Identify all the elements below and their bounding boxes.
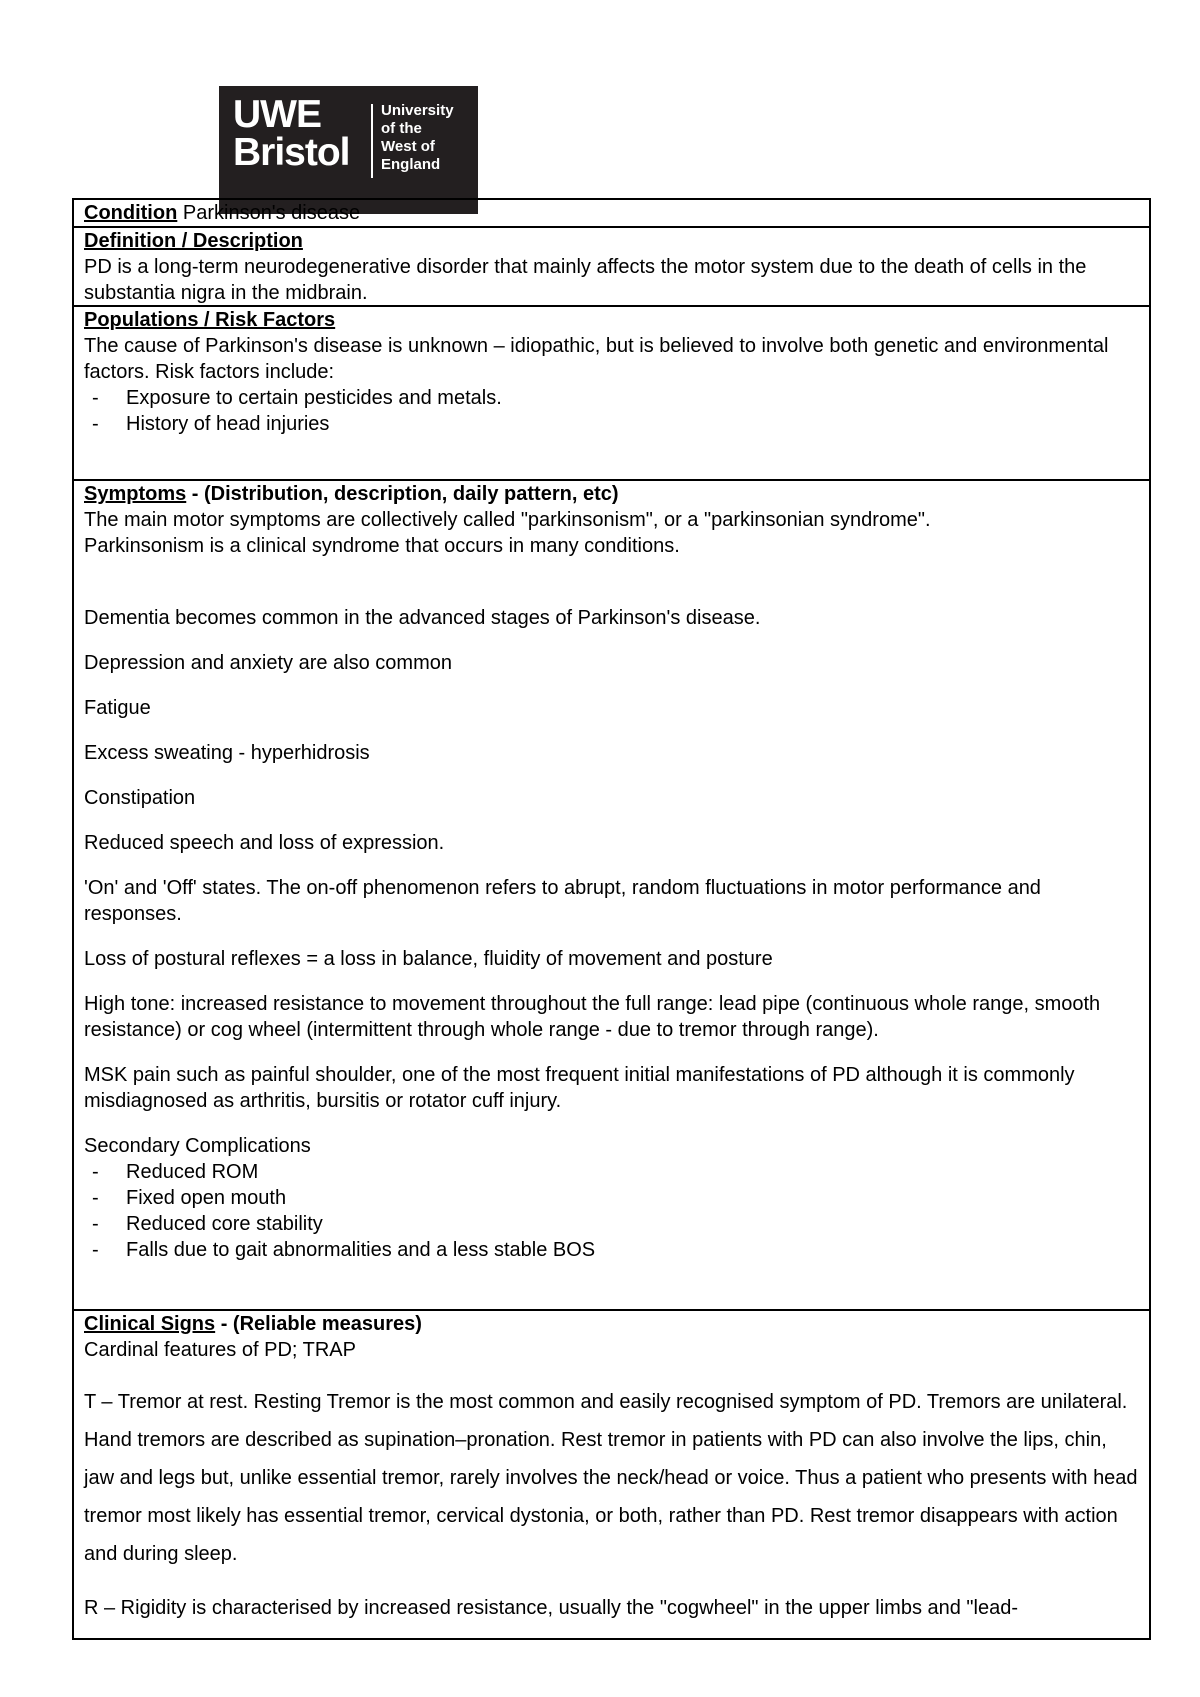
- list-item: - Fixed open mouth: [84, 1185, 1139, 1211]
- symptoms-section: [74, 481, 1149, 1311]
- symptom-paragraph: Secondary Complications: [84, 1135, 311, 1157]
- condition-value: Parkinson's disease: [182, 202, 361, 224]
- rigidity-paragraph: R – Rigidity is characterised by increased resistance, usually the "cogwheel" in the upper limbs and "lead-: [84, 1597, 1018, 1619]
- symptom-paragraph: Fatigue: [84, 697, 151, 719]
- definition-section: [74, 228, 1149, 307]
- symptom-paragraph: 'On' and 'Off' states. The on-off phenomenon refers to abrupt, random fluctuations in motor performance and responses.: [84, 877, 1041, 925]
- logo-divider: [371, 104, 373, 178]
- symptom-paragraph: Depression and anxiety are also common: [84, 652, 452, 674]
- symptom-paragraph: High tone: increased resistance to movement throughout the full range: lead pipe (continuous whole range, smooth resistance) or cog wheel (intermittent through whole range - due to tremor through range).: [84, 993, 1101, 1041]
- list-item: - Reduced ROM: [84, 1159, 1139, 1185]
- uwe-bristol-logo: [219, 86, 478, 214]
- clinical-signs-heading: Clinical Signs - (Reliable measures): [84, 1313, 422, 1335]
- clinical-signs-section: [74, 1311, 1149, 1637]
- logo-wordmark: UWE Bristol: [233, 93, 350, 174]
- symptoms-heading: Symptoms - (Distribution, description, daily pattern, etc): [84, 483, 619, 505]
- definition-heading: Definition / Description: [84, 230, 303, 252]
- populations-heading: Populations / Risk Factors: [84, 309, 336, 331]
- symptom-paragraph: Constipation: [84, 787, 196, 809]
- condition-row: [74, 200, 1149, 228]
- logo-university-name: University of the West of England: [381, 102, 454, 173]
- symptoms-intro: The main motor symptoms are collectively called "parkinsonism", or a "parkinsonian syndrome".: [84, 509, 931, 531]
- condition-table: [72, 198, 1151, 1640]
- list-item: - Falls due to gait abnormalities and a less stable BOS: [84, 1237, 1139, 1263]
- populations-section: [74, 307, 1149, 481]
- clinical-intro: Cardinal features of PD; TRAP: [84, 1339, 356, 1361]
- symptom-paragraph: Dementia becomes common in the advanced stages of Parkinson's disease.: [84, 607, 761, 629]
- symptoms-intro: Parkinsonism is a clinical syndrome that occurs in many conditions.: [84, 535, 680, 557]
- symptom-paragraph: Excess sweating - hyperhidrosis: [84, 742, 370, 764]
- symptom-paragraph: MSK pain such as painful shoulder, one of the most frequent initial manifestations of PD although it is commonly misdiagnosed as arthritis, bursitis or rotator cuff injury.: [84, 1064, 1075, 1112]
- definition-text: PD is a long-term neurodegenerative disorder that mainly affects the motor system due to the death of cells in the substantia nigra in the midbrain.: [84, 256, 1087, 304]
- populations-text: The cause of Parkinson's disease is unknown – idiopathic, but is believed to involve both genetic and environmental factors. Risk factors include:: [84, 335, 1109, 383]
- tremor-paragraph: T – Tremor at rest. Resting Tremor is the most common and easily recognised symptom of PD. Tremors are unilateral. Hand tremors are described as supination–pronation. Rest tremor in patients with PD can also involve the lips, chin, jaw and legs but, unlike essential tremor, rarely involves the neck/head or voice. Thus a patient who presents with head tremor most likely has essential tremor, cervical dystonia, or both, rather than PD. Rest tremor disappears with action and during sleep.: [84, 1391, 1138, 1565]
- list-item: - History of head injuries: [84, 411, 1139, 437]
- symptom-paragraph: Loss of postural reflexes = a loss in balance, fluidity of movement and posture: [84, 948, 773, 970]
- list-item: - Reduced core stability: [84, 1211, 1139, 1237]
- risk-factor-list: [84, 385, 1139, 437]
- symptom-paragraph: Reduced speech and loss of expression.: [84, 832, 445, 854]
- condition-label: Condition: [84, 202, 178, 224]
- complications-list: [84, 1159, 1139, 1263]
- list-item: - Exposure to certain pesticides and metals.: [84, 385, 1139, 411]
